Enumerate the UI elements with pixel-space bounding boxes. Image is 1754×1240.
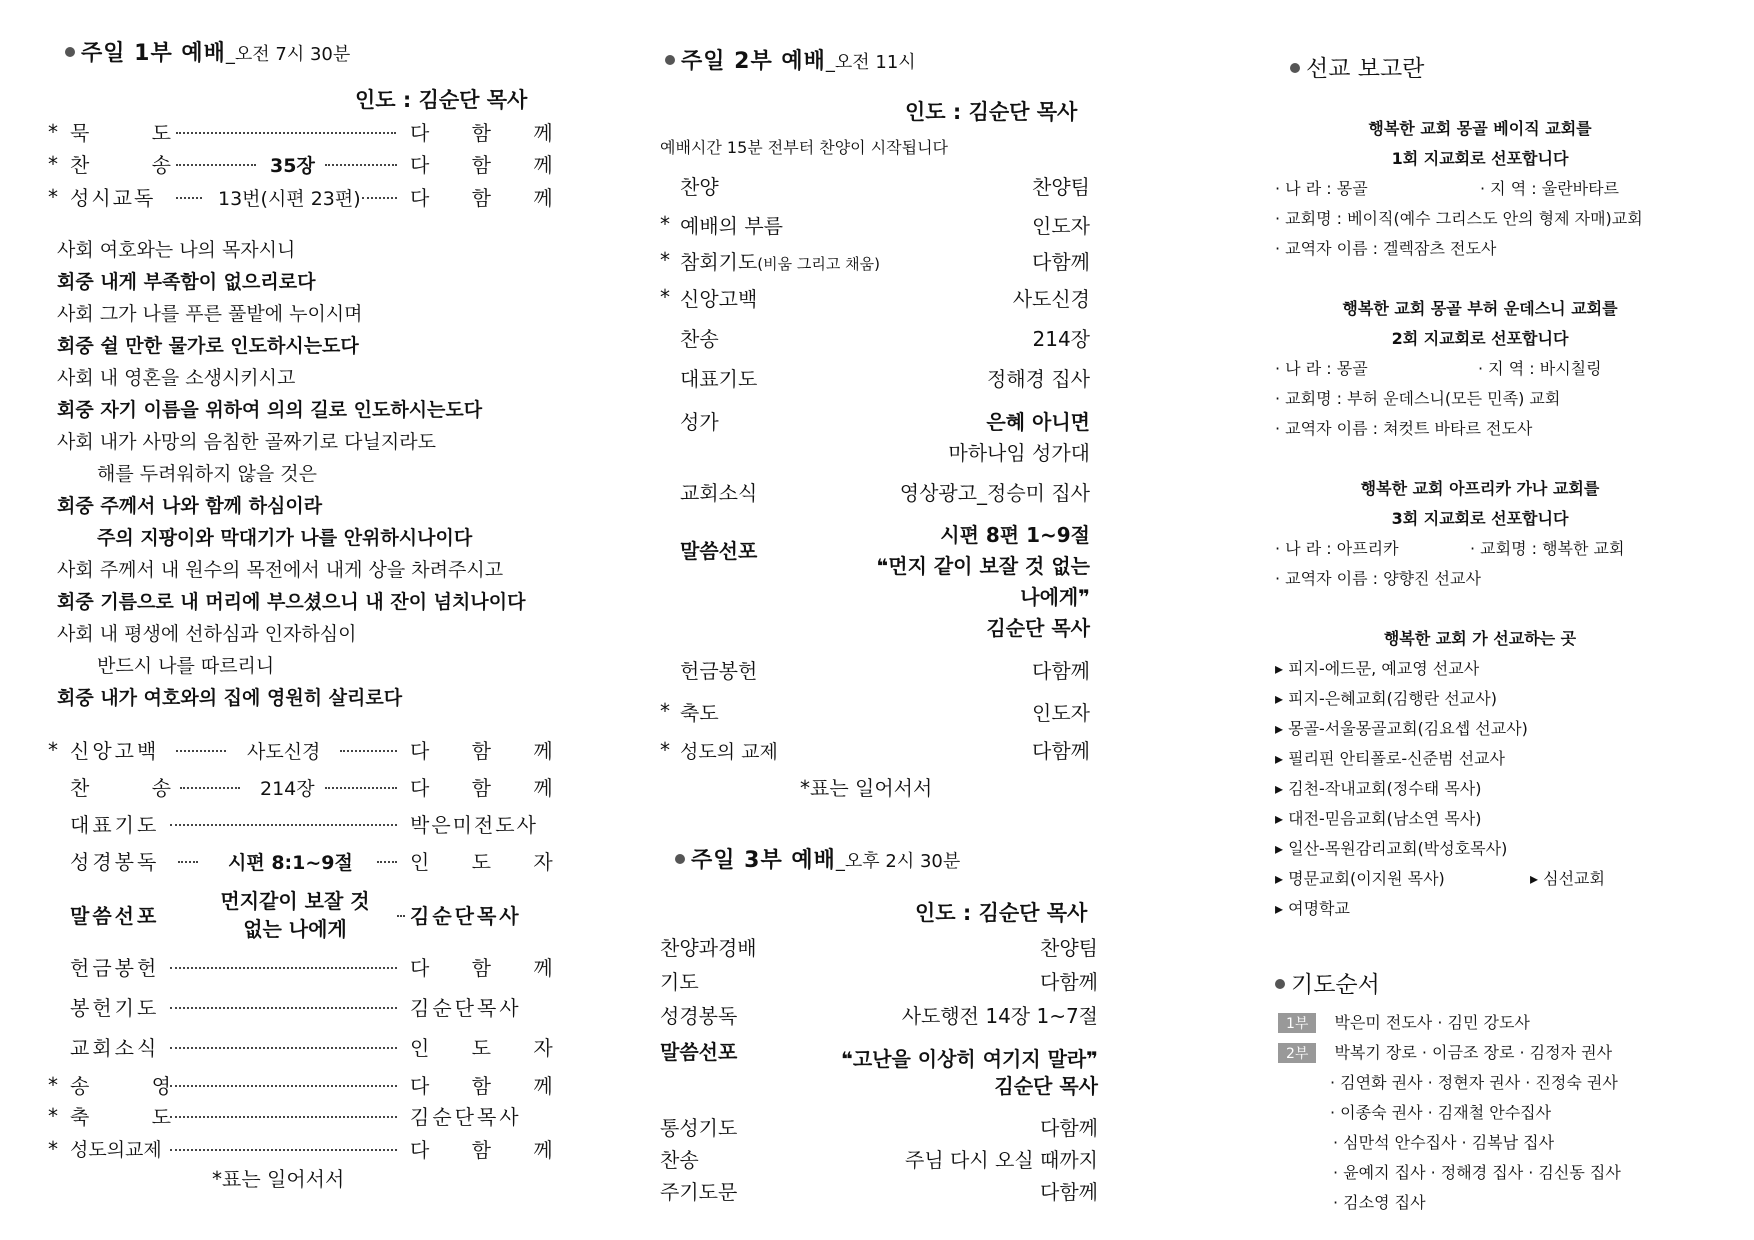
reading-line: 회중 기름으로 내 머리에 부으셨으니 내 잔이 넘치나이다 <box>57 591 526 613</box>
dot-leader <box>176 750 226 752</box>
standing-mark: * <box>48 1137 58 1161</box>
service-time: _오후 2시 30분 <box>835 851 961 872</box>
order-label: 통성기도 <box>660 1116 738 1140</box>
order-label: 헌금봉헌 <box>680 659 758 683</box>
service-time: _오전 11시 <box>825 52 916 73</box>
order-label: 찬 송 <box>70 776 199 800</box>
service-badge: 2부 <box>1278 1043 1316 1063</box>
service-leader: 인도 : 김순단 목사 <box>355 88 528 112</box>
report-line: · 지 역 : 울란바타르 <box>1480 179 1620 198</box>
sermon-line: 시편 8편 1~9절 <box>940 523 1090 547</box>
triangle-bullet-icon: ▸ <box>1530 869 1544 888</box>
service-leader: 인도 : 김순단 목사 <box>905 100 1078 124</box>
title-text: 주일 1부 예배 <box>81 41 226 66</box>
triangle-bullet-icon: ▸ <box>1275 839 1289 858</box>
prayer-line: 박복기 장로 · 이금조 장로 · 김정자 권사 <box>1334 1043 1613 1062</box>
sermon-line: ❝먼지 같이 보잘 것 없는 <box>876 554 1090 578</box>
sermon-preacher: 김순단목사 <box>410 904 522 928</box>
order-right: 다 함 께 <box>410 776 571 800</box>
order-right: 다 함 께 <box>410 1074 571 1098</box>
standing-mark: * <box>48 738 58 762</box>
dot-leader <box>325 787 397 789</box>
reading-line: 해를 두려워하지 않을 것은 <box>97 463 318 485</box>
title-text: 주일 3부 예배 <box>691 848 836 873</box>
bullet-dot-icon <box>1275 979 1285 989</box>
order-label: 봉헌기도 <box>70 996 160 1020</box>
order-mid: 사도신경 <box>247 741 321 763</box>
order-mid: 시편 8:1~9절 <box>228 852 353 874</box>
reading-line: 반드시 나를 따르리니 <box>97 655 275 677</box>
order-label: 성경봉독 <box>660 1004 738 1028</box>
mission-place: 김천-작내교회(정수태 목사) <box>1288 779 1482 798</box>
dot-leader <box>397 915 405 917</box>
dot-leader <box>170 824 397 826</box>
order-label: 참회기도 <box>680 250 758 274</box>
dot-leader <box>377 861 397 863</box>
order-label: 성도의 교제 <box>680 741 778 763</box>
order-right: 다함께 <box>1032 659 1090 683</box>
order-item <box>48 120 58 144</box>
triangle-bullet-icon: ▸ <box>1275 659 1289 678</box>
sermon-line: 나에게❞ <box>1020 585 1090 609</box>
report-line: · 교회명 : 행복한 교회 <box>1470 539 1625 558</box>
mission-place: 필리핀 안티폴로-신준범 선교사 <box>1288 749 1505 768</box>
reading-line: 사회 내가 사망의 음침한 골짜기로 다닐지라도 <box>57 431 436 453</box>
bullet-dot-icon <box>675 854 685 864</box>
reading-line: 사회 여호와는 나의 목자시니 <box>57 239 296 261</box>
order-label: 찬양 <box>680 175 719 199</box>
triangle-bullet-icon: ▸ <box>1275 779 1289 798</box>
standing-mark: * <box>48 1073 58 1097</box>
order-label: 축 도 <box>70 1105 199 1129</box>
order-label: 찬 송 <box>70 153 199 177</box>
order-right: 사도신경 <box>1012 287 1090 311</box>
reading-line: 주의 지팡이와 막대기가 나를 안위하시나이다 <box>97 527 473 549</box>
mission-place: 여명학교 <box>1288 899 1350 918</box>
mission-place: 몽골-서울몽골교회(김요셉 선교사) <box>1288 719 1528 738</box>
order-label: 찬송 <box>660 1148 699 1172</box>
order-right: 다 함 께 <box>410 956 571 980</box>
dot-leader <box>176 132 396 134</box>
sermon-line: 김순단 목사 <box>994 1074 1098 1098</box>
report-line: · 교역자 이름 : 겔렉잠츠 전도사 <box>1275 239 1497 258</box>
dot-leader <box>170 967 397 969</box>
triangle-bullet-icon: ▸ <box>1275 869 1289 888</box>
prayer-line: · 심만석 안수집사 · 김복남 집사 <box>1333 1133 1555 1152</box>
mission-place: 명문교회(이지원 목사) <box>1288 869 1445 888</box>
standing-mark: * <box>48 152 58 176</box>
prayer-line: · 김소영 집사 <box>1333 1193 1426 1212</box>
order-label: 교회소식 <box>70 1036 160 1060</box>
service-badge: 1부 <box>1278 1013 1316 1033</box>
sermon-title: 없는 나에게 <box>243 917 347 941</box>
report-line: · 나 라 : 몽골 <box>1275 359 1368 378</box>
sermon-line: 김순단 목사 <box>986 616 1090 640</box>
news-label: 교회소식 <box>680 481 758 505</box>
bullet-dot-icon <box>665 55 675 65</box>
dot-leader <box>180 787 240 789</box>
standing-mark: * <box>660 248 670 272</box>
dot-leader <box>176 197 202 199</box>
order-right: 주님 다시 오실 때까지 <box>905 1148 1098 1172</box>
title-text: 선교 보고란 <box>1306 56 1425 82</box>
dot-leader <box>170 1116 397 1118</box>
report-line: · 교회명 : 베이직(예수 그리스도 안의 형제 자매)교회 <box>1275 209 1643 228</box>
order-right: 214장 <box>1032 327 1090 351</box>
title-text: 주일 2부 예배 <box>681 49 826 74</box>
order-label: 예배의 부름 <box>680 214 783 238</box>
report-heading: 행복한 교회 몽골 부허 운데스니 교회를 <box>1342 299 1618 318</box>
report-line: · 교역자 이름 : 쳐컷트 바타르 전도사 <box>1275 419 1533 438</box>
order-label: 기도 <box>660 970 699 994</box>
prayer-line: · 윤예지 집사 · 정해경 집사 · 김신동 집사 <box>1333 1163 1621 1182</box>
bullet-dot-icon <box>65 47 75 57</box>
order-label: 신앙고백 <box>680 287 758 311</box>
prayer-line: · 이종숙 권사 · 김재철 안수집사 <box>1330 1103 1552 1122</box>
reading-line: 회중 내가 여호와의 집에 영원히 살리로다 <box>57 687 403 709</box>
standing-mark: * <box>660 285 670 309</box>
order-label: 찬송 <box>680 327 719 351</box>
title-text: 기도순서 <box>1291 972 1380 998</box>
order-label: 성경봉독 <box>70 850 160 874</box>
service-1-title <box>65 36 350 67</box>
report-line: · 지 역 : 바시칠링 <box>1478 359 1602 378</box>
order-label: 찬양과경배 <box>660 936 757 960</box>
dot-leader <box>176 164 256 166</box>
report-line: · 나 라 : 몽골 <box>1275 179 1368 198</box>
order-right: 인 도 자 <box>410 1036 571 1060</box>
order-right: 다함께 <box>1040 970 1098 994</box>
reading-line: 회중 주께서 나와 함께 하심이라 <box>57 495 323 517</box>
order-mid: 13번(시편 23편) <box>218 188 361 210</box>
report-line: · 나 라 : 아프리카 <box>1275 539 1399 558</box>
prayer-line: · 김연화 권사 · 정현자 권사 · 진정숙 권사 <box>1330 1073 1618 1092</box>
standing-mark: * <box>48 185 58 209</box>
order-right: 인 도 자 <box>410 850 571 874</box>
standing-mark: * <box>660 212 670 236</box>
order-right: 정해경 집사 <box>987 367 1090 391</box>
order-label: 대표기도 <box>70 813 160 837</box>
news-right: 영상광고_정승미 집사 <box>899 481 1090 505</box>
reading-line: 회중 자기 이름을 위하여 의의 길로 인도하시는도다 <box>57 399 483 421</box>
order-right: 박은미전도사 <box>410 813 538 837</box>
order-right: 다함께 <box>1032 739 1090 763</box>
triangle-bullet-icon: ▸ <box>1275 719 1289 738</box>
triangle-bullet-icon: ▸ <box>1275 899 1289 918</box>
reading-line: 사회 그가 나를 푸른 풀밭에 누이시며 <box>57 303 363 325</box>
standing-mark: * <box>48 120 58 144</box>
order-label: 성도의교제 <box>70 1139 162 1161</box>
order-label: 대표기도 <box>680 367 758 391</box>
order-right: 다 함 께 <box>410 739 571 763</box>
report-heading: 행복한 교회 아프리카 가나 교회를 <box>1360 479 1600 498</box>
dot-leader <box>325 164 397 166</box>
sermon-label: 말씀선포 <box>70 904 160 928</box>
reading-line: 회중 쉴 만한 물가로 인도하시는도다 <box>57 335 359 357</box>
sermon-title: 먼지같이 보잘 것 <box>220 889 370 913</box>
order-right: 사도행전 14장 1~7절 <box>901 1004 1098 1028</box>
order-mid: 214장 <box>260 778 315 800</box>
prayer-line: 박은미 전도사 · 김민 강도사 <box>1334 1013 1530 1032</box>
standing-mark: * <box>660 738 670 762</box>
order-right: 찬양팀 <box>1032 175 1090 199</box>
order-label: 묵 도 <box>70 121 199 145</box>
service-2-title <box>665 44 916 75</box>
triangle-bullet-icon: ▸ <box>1275 749 1289 768</box>
service-3-title <box>675 843 960 874</box>
dot-leader <box>340 750 397 752</box>
triangle-bullet-icon: ▸ <box>1275 809 1289 828</box>
report-heading: 1회 지교회로 선포합니다 <box>1391 149 1569 168</box>
standing-mark: * <box>660 699 670 723</box>
mission-place: 일산-목원감리교회(박성호목사) <box>1288 839 1508 858</box>
praise-notice: 예배시간 15분 전부터 찬양이 시작됩니다 <box>660 138 948 157</box>
dot-leader <box>178 861 198 863</box>
sermon-label: 말씀선포 <box>660 1040 738 1064</box>
mission-places-heading: 행복한 교회 가 선교하는 곳 <box>1383 629 1577 648</box>
service-leader: 인도 : 김순단 목사 <box>915 901 1088 925</box>
order-label: 주기도문 <box>660 1180 738 1204</box>
mission-place: 피지-에드문, 예교영 선교사 <box>1288 659 1480 678</box>
choir-name: 마하나임 성가대 <box>948 441 1090 465</box>
order-label: 성시교독 <box>70 186 156 210</box>
sermon-label: 말씀선포 <box>680 539 758 563</box>
order-label: 헌금봉헌 <box>70 956 160 980</box>
order-right: 다 함 께 <box>410 153 571 177</box>
order-right: 인도자 <box>1032 701 1090 725</box>
order-right: 김순단목사 <box>410 1105 522 1129</box>
reading-line: 사회 내 영혼을 소생시키시고 <box>57 367 296 389</box>
order-label: 신앙고백 <box>70 739 160 763</box>
order-right: 다 함 께 <box>410 1138 571 1162</box>
mission-place: 심선교회 <box>1543 869 1605 888</box>
order-right: 다함께 <box>1040 1116 1098 1140</box>
standing-mark: * <box>48 1104 58 1128</box>
choir-label: 성가 <box>680 410 719 434</box>
order-label: 송 영 <box>70 1074 199 1098</box>
choir-song: 은혜 아니면 <box>986 410 1090 434</box>
mission-place: 대전-믿음교회(남소연 목사) <box>1288 809 1482 828</box>
order-right: 다함께 <box>1040 1180 1098 1204</box>
order-right: 다함께 <box>1032 250 1090 274</box>
report-heading: 행복한 교회 몽골 베이직 교회를 <box>1368 119 1592 138</box>
standing-footnote: *표는 일어서서 <box>800 776 933 800</box>
dot-leader <box>170 1047 397 1049</box>
dot-leader <box>170 1085 397 1087</box>
mission-place: 피지-은혜교회(김행란 선교사) <box>1288 689 1497 708</box>
dot-leader <box>170 1007 397 1009</box>
order-right: 인도자 <box>1032 214 1090 238</box>
triangle-bullet-icon: ▸ <box>1275 689 1289 708</box>
order-right: 다 함 께 <box>410 186 571 210</box>
report-heading: 3회 지교회로 선포합니다 <box>1391 509 1569 528</box>
standing-footnote: *표는 일어서서 <box>212 1167 345 1191</box>
prayer-order-title <box>1275 966 1380 999</box>
mission-report-title <box>1290 50 1424 83</box>
report-line: · 교회명 : 부허 운데스니(모든 민족) 교회 <box>1275 389 1561 408</box>
order-subtitle: (비움 그리고 채움) <box>757 255 880 273</box>
dot-leader <box>362 197 397 199</box>
order-right: 다 함 께 <box>410 121 571 145</box>
order-mid: 35장 <box>270 155 315 177</box>
bullet-dot-icon <box>1290 63 1300 73</box>
reading-line: 사회 주께서 내 원수의 목전에서 내게 상을 차려주시고 <box>57 559 504 581</box>
service-time: _오전 7시 30분 <box>225 44 351 65</box>
report-heading: 2회 지교회로 선포합니다 <box>1391 329 1569 348</box>
reading-line: 사회 내 평생에 선하심과 인자하심이 <box>57 623 357 645</box>
order-right: 찬양팀 <box>1040 936 1098 960</box>
order-label: 축도 <box>680 701 719 725</box>
order-right: 김순단목사 <box>410 996 522 1020</box>
reading-line: 회중 내게 부족함이 없으리로다 <box>57 271 316 293</box>
report-line: · 교역자 이름 : 양향진 선교사 <box>1275 569 1481 588</box>
sermon-line: ❝고난을 이상히 여기지 말라❞ <box>841 1047 1098 1071</box>
dot-leader <box>170 1149 397 1151</box>
